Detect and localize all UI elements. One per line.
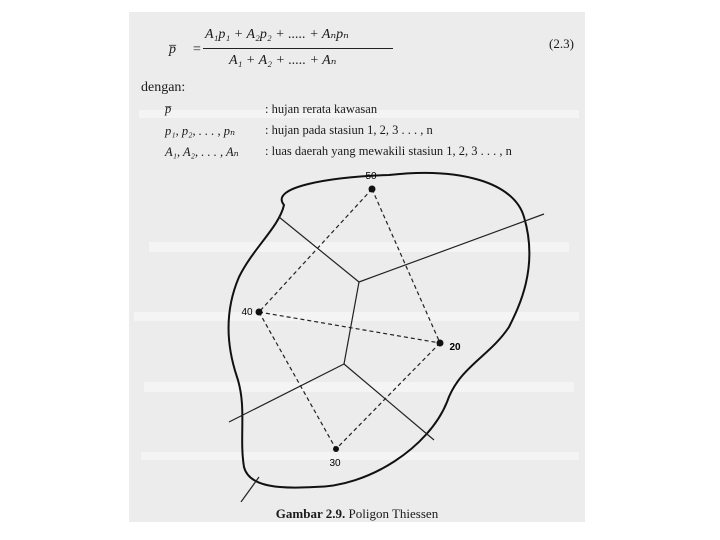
station-label: 40 xyxy=(241,307,253,318)
definition-description: : luas daerah yang mewakili stasiun 1, 2, 3 . . . , n xyxy=(265,144,512,158)
bisector-tail xyxy=(241,477,259,502)
definition-symbol: p₁, p₂, . . . , pₙ xyxy=(165,124,236,138)
definition-symbol: A₁, A₂, . . . , Aₙ xyxy=(165,145,239,159)
dengan-label: dengan: xyxy=(141,80,186,95)
formula-lhs: p̅ xyxy=(169,42,176,57)
thiessen-polygon-diagram xyxy=(129,167,585,502)
station-marker xyxy=(369,186,376,193)
station-connector-lines xyxy=(259,189,440,449)
bisector-40-30 xyxy=(229,364,344,422)
station-label: 20 xyxy=(449,342,461,353)
definition-description: : hujan rerata kawasan xyxy=(265,102,378,116)
fraction-bar xyxy=(203,48,393,49)
station-marker xyxy=(333,446,339,452)
figure-caption xyxy=(129,506,585,522)
connector-50-20 xyxy=(372,189,440,343)
bisector-40-30-20 xyxy=(344,282,359,364)
scanned-page xyxy=(129,12,585,522)
station-label: 50 xyxy=(365,171,377,182)
connector-40-20 xyxy=(259,312,440,343)
bisector-20-30 xyxy=(344,364,434,440)
bisector-50-40 xyxy=(279,217,359,282)
formula-equals: = xyxy=(193,42,201,57)
station-marker xyxy=(256,309,263,316)
station-label: 30 xyxy=(329,458,341,469)
perpendicular-bisectors xyxy=(229,214,544,502)
bisector-50-20 xyxy=(359,214,544,282)
caption-label: Gambar 2.9. xyxy=(275,506,346,521)
formula-numerator: A₁p₁ + A₂p₂ + ..... + Aₙpₙ xyxy=(205,27,349,42)
formula-denominator: A₁ + A₂ + ..... + Aₙ xyxy=(229,53,337,68)
definition-description: : hujan pada stasiun 1, 2, 3 . . . , n xyxy=(265,123,433,137)
rain-stations xyxy=(241,171,461,469)
connector-20-30 xyxy=(336,343,440,449)
connector-40-30 xyxy=(259,312,336,449)
station-marker xyxy=(437,340,444,347)
connector-50-40 xyxy=(259,189,372,312)
caption-text: Poligon Thiessen xyxy=(348,506,439,521)
definition-symbol: p̅ xyxy=(165,102,172,116)
catchment-boundary xyxy=(229,173,530,488)
equation-number: (2.3) xyxy=(549,36,574,51)
